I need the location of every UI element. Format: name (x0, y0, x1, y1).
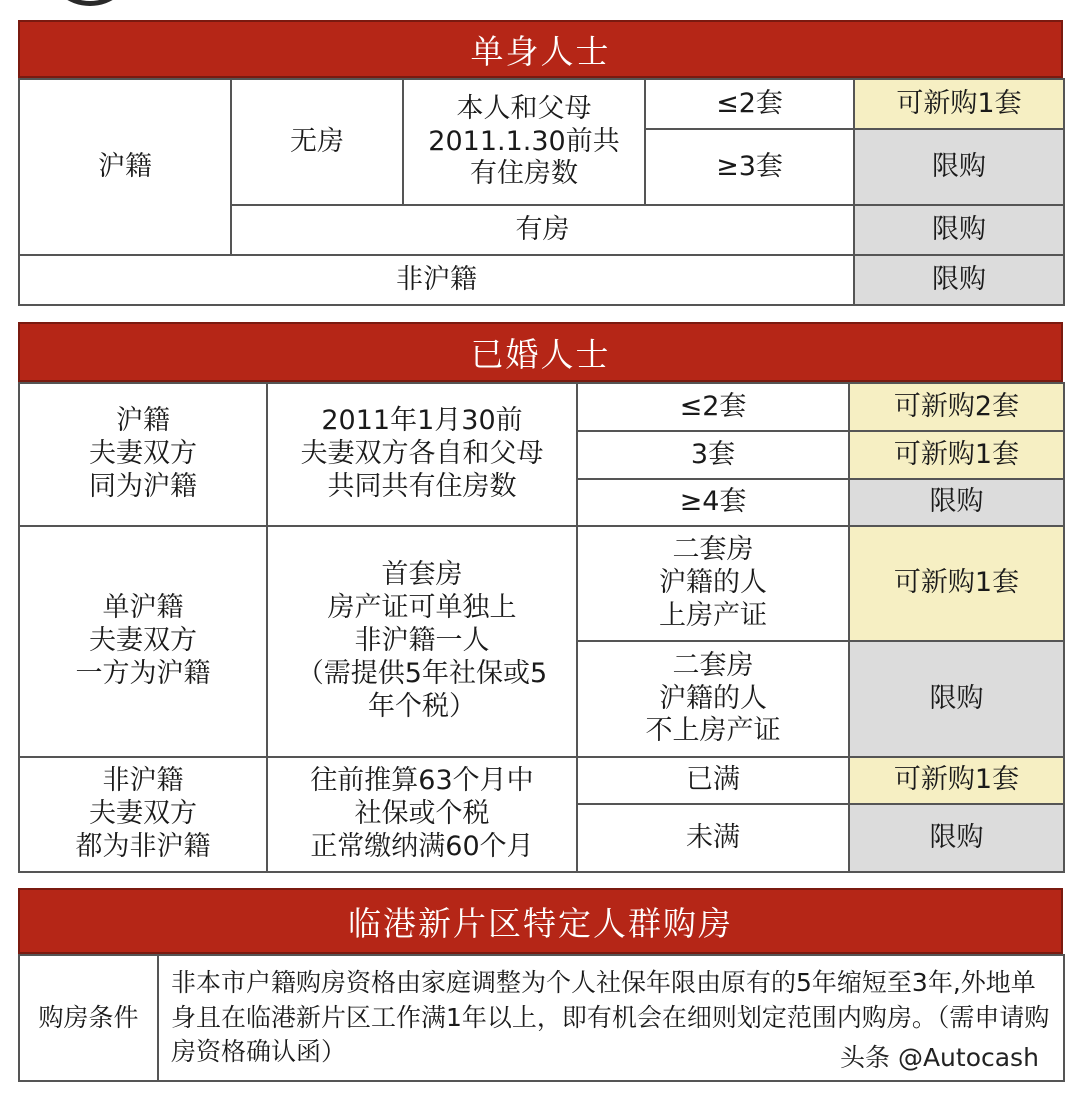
single-has-house-label: 有房 (231, 205, 854, 255)
married-g3-r2-result: 限购 (849, 804, 1064, 872)
married-g2-r1-label: 二套房 沪籍的人 上房产证 (577, 526, 849, 641)
single-non-huji-result: 限购 (854, 255, 1064, 305)
single-condition-label: 本人和父母 2011.1.30前共 有住房数 (403, 79, 645, 205)
married-g3-r2-label: 未满 (577, 804, 849, 872)
married-g1-r2-result: 可新购1套 (849, 431, 1064, 479)
married-g1-r1-label: ≤2套 (577, 383, 849, 431)
married-table (18, 382, 1065, 873)
lingang-condition-label: 购房条件 (19, 955, 158, 1081)
single-has-house-result: 限购 (854, 205, 1064, 255)
married-g1-r3-result: 限购 (849, 479, 1064, 526)
married-g1-condition: 2011年1月30前 夫妻双方各自和父母 共同共有住房数 (267, 383, 577, 526)
single-non-huji-label: 非沪籍 (19, 255, 854, 305)
married-g2-r2-label: 二套房 沪籍的人 不上房产证 (577, 641, 849, 757)
single-huji-label: 沪籍 (19, 79, 231, 255)
married-title: 已婚人士 (18, 322, 1063, 382)
lingang-title: 临港新片区特定人群购房 (18, 888, 1063, 954)
single-ge3-label: ≥3套 (645, 129, 854, 205)
single-table (18, 78, 1065, 306)
watermark-text: 头条 @Autocash (840, 1043, 1039, 1072)
logo-mark (48, 0, 132, 6)
married-g1-label: 沪籍 夫妻双方 同为沪籍 (19, 383, 267, 526)
single-title: 单身人士 (18, 20, 1063, 78)
single-le2-result: 可新购1套 (854, 79, 1064, 129)
married-g3-r1-label: 已满 (577, 757, 849, 804)
married-g2-r1-result: 可新购1套 (849, 526, 1064, 641)
single-ge3-result: 限购 (854, 129, 1064, 205)
single-le2-label: ≤2套 (645, 79, 854, 129)
married-section (18, 322, 1063, 873)
married-g1-r1-result: 可新购2套 (849, 383, 1064, 431)
married-g3-condition: 往前推算63个月中 社保或个税 正常缴纳满60个月 (267, 757, 577, 872)
lingang-description: 非本市户籍购房资格由家庭调整为个人社保年限由原有的5年缩短至3年,外地单身且在临港新片区工作满1年以上，即有机会在细则划定范围内购房。（需申请购房资格确认函） (158, 955, 1064, 1081)
married-g3-r1-result: 可新购1套 (849, 757, 1064, 804)
married-g3-label: 非沪籍 夫妻双方 都为非沪籍 (19, 757, 267, 872)
single-section (18, 20, 1063, 306)
married-g2-r2-result: 限购 (849, 641, 1064, 757)
married-g1-r3-label: ≥4套 (577, 479, 849, 526)
married-g2-label: 单沪籍 夫妻双方 一方为沪籍 (19, 526, 267, 757)
single-no-house-label: 无房 (231, 79, 403, 205)
married-g2-condition: 首套房 房产证可单独上 非沪籍一人 （需提供5年社保或5 年个税） (267, 526, 577, 757)
married-g1-r2-label: 3套 (577, 431, 849, 479)
